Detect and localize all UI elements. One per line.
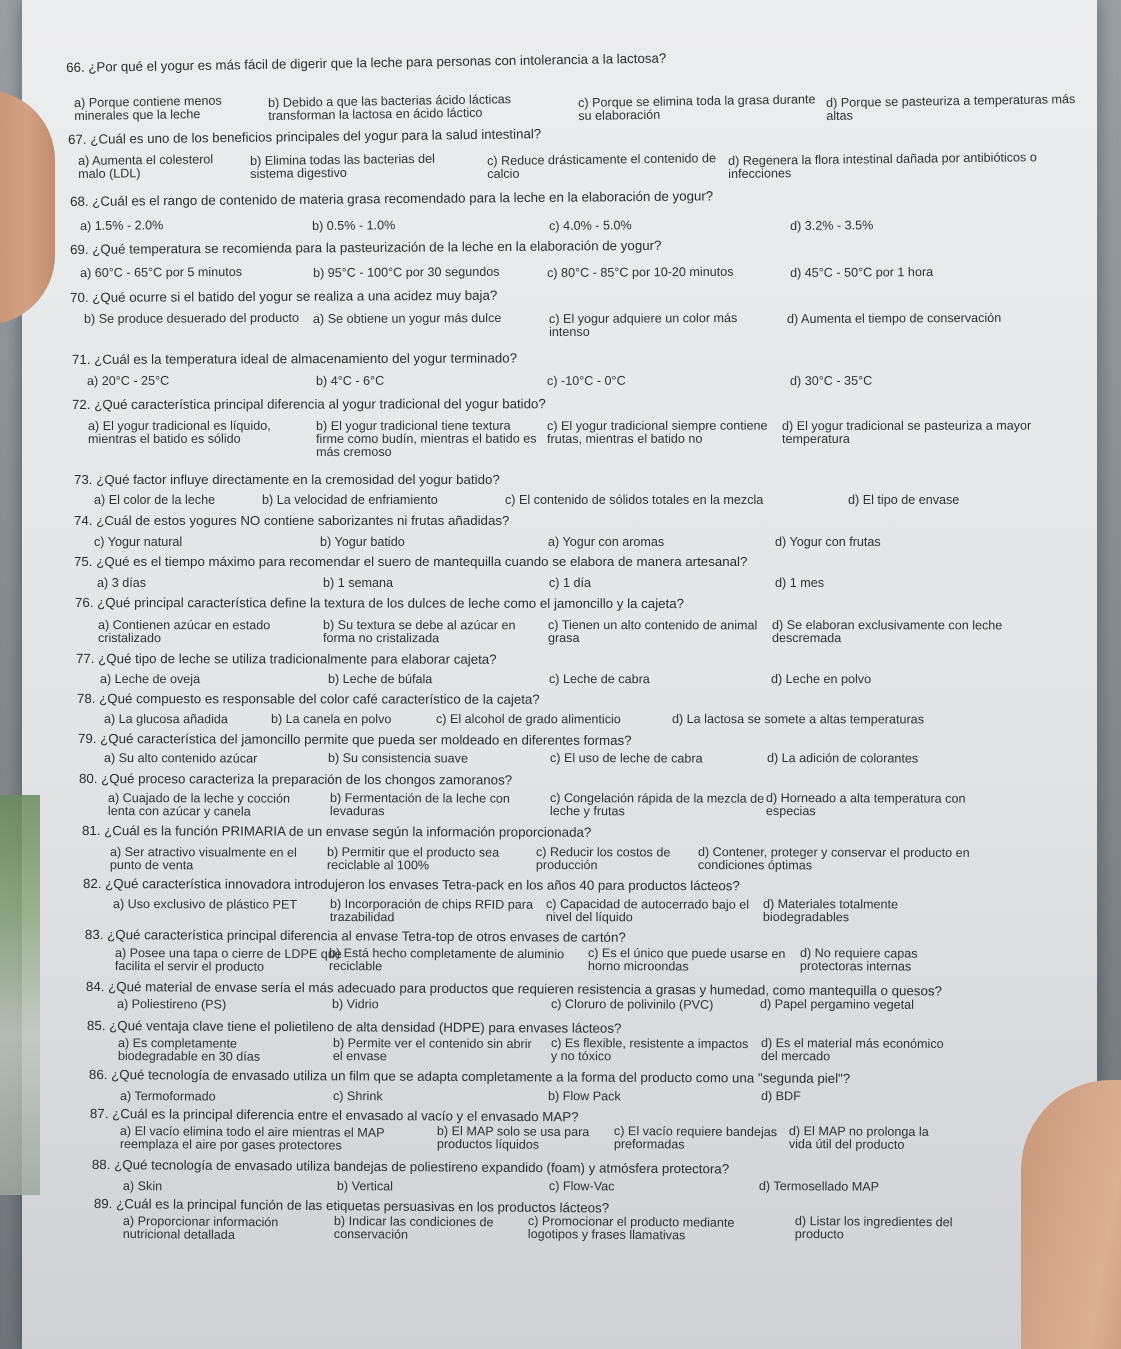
answer-option: a) 1.5% - 2.0%	[79, 218, 164, 233]
question-prompt: ¿Qué factor influye directamente en la cremosidad del yogur batido?	[96, 472, 500, 487]
question-number: 87.	[89, 1106, 109, 1122]
answer-option: c) El vacío requiere bandejas preformadas	[613, 1124, 778, 1152]
answer-option: b) Su textura se debe al azúcar en forma no cristalizada	[322, 618, 516, 646]
question-number: 72.	[72, 396, 91, 412]
answer-option: a) Cuajado de la leche y cocción lenta con azúcar y canela	[107, 791, 291, 819]
answer-option: d) La adición de colorantes	[766, 751, 919, 766]
answer-option: d) Contener, proteger y conservar el producto en condiciones óptimas	[697, 845, 970, 873]
answer-option: c) Yogur natural	[94, 535, 183, 549]
answer-option: c) Reduce drásticamente el contenido de calcio	[486, 151, 717, 181]
answer-option: a) 60°C - 65°C por 5 minutos	[79, 264, 243, 280]
answer-option: a) 20°C - 25°C	[86, 373, 170, 388]
answer-option: a) Uso exclusivo de plástico PET	[112, 897, 298, 912]
question-prompt: ¿Cuál de estos yogures NO contiene saborizantes ni frutas añadidas?	[96, 513, 510, 528]
answer-option: d) La lactosa se somete a altas temperaturas	[671, 712, 925, 727]
question-text	[72, 396, 546, 412]
question-number: 74.	[74, 513, 93, 528]
answer-option: b) 1 semana	[323, 576, 394, 590]
question-number: 78.	[76, 691, 96, 707]
question-text	[70, 288, 497, 305]
answer-option: d) Papel pergamino vegetal	[759, 997, 915, 1012]
answer-option: c) Capacidad de autocerrado bajo el nivel del líquido	[545, 897, 750, 925]
question-text	[87, 1018, 622, 1036]
answer-option: c) El yogur adquiere un color más intenso	[548, 311, 738, 339]
question-text	[82, 823, 591, 840]
answer-option: c) 1 día	[549, 576, 591, 590]
question-number: 67.	[68, 131, 87, 147]
answer-option: b) Fermentación de la leche con levaduras	[329, 791, 510, 819]
question-number: 83.	[84, 927, 104, 943]
question-number: 79.	[77, 731, 97, 747]
question-text	[85, 927, 626, 945]
answer-option: b) El MAP solo se usa para productos líquidos	[436, 1124, 590, 1152]
answer-option: c) 80°C - 85°C por 10-20 minutos	[546, 264, 734, 280]
question-prompt: ¿Qué material de envase sería el más adecuado para productos que requieren resistencia a grasas y humedad, como mantequilla o quesos?	[108, 979, 942, 999]
answer-option: a) Aumenta el colesterol malo (LDL)	[77, 152, 214, 181]
question-text	[75, 595, 684, 611]
answer-option: d) No requiere capas protectoras internas	[799, 946, 918, 974]
answer-option: b) Debido a que las bacterias ácido lácticas transforman la lactosa en ácido láctico	[267, 92, 512, 123]
answer-option: b) Vidrio	[331, 997, 379, 1012]
answer-option: a) Yogur con aromas	[548, 535, 665, 549]
question-prompt: ¿Qué característica innovadora introdujeron los envases Tetra-pack en los años 40 para productos lácteos?	[105, 876, 740, 894]
question-number: 85.	[86, 1018, 106, 1034]
answer-option: a) Termoformado	[119, 1089, 216, 1104]
answer-option: b) Está hecho completamente de aluminio reciclable	[328, 946, 565, 974]
answer-option: c) Flow-Vac	[548, 1179, 615, 1194]
question-prompt: ¿Qué tipo de leche se utiliza tradicionalmente para elaborar cajeta?	[98, 651, 497, 667]
answer-option: d) El MAP no prolonga la vida útil del producto	[788, 1124, 929, 1152]
answer-option: b) Permitir que el producto sea reciclable al 100%	[326, 845, 500, 873]
answer-option: c) Shrink	[332, 1089, 383, 1104]
answer-option: a) Posee una tapa o cierre de LDPE que facilita el servir el producto	[114, 946, 342, 974]
answer-option: b) Indicar las condiciones de conservación	[333, 1214, 494, 1242]
answer-option: c) 4.0% - 5.0%	[548, 218, 632, 233]
question-prompt: ¿Cuál es la principal función de las etiquetas persuasivas en los productos lácteos?	[116, 1196, 610, 1216]
question-prompt: ¿Cuál es la principal diferencia entre el envasado al vacío y el envasado MAP?	[112, 1106, 579, 1125]
question-text	[72, 350, 517, 367]
answer-option: a) Skin	[122, 1179, 163, 1194]
answer-option: b) El yogur tradicional tiene textura firme como budín, mientras el batido es más cremoso	[315, 418, 537, 459]
question-number: 71.	[72, 351, 91, 367]
answer-option: a) 3 días	[97, 576, 147, 590]
question-number: 66.	[66, 59, 85, 75]
question-number: 86.	[88, 1067, 108, 1083]
answer-option: d) 45°C - 50°C por 1 hora	[789, 265, 934, 280]
answer-option: b) La velocidad de enfriamiento	[262, 493, 438, 507]
answer-option: c) Es flexible, resistente a impactos y no tóxico	[550, 1036, 749, 1064]
answer-option: c) Leche de cabra	[548, 672, 650, 687]
answer-option: a) Su alto contenido azúcar	[103, 751, 258, 766]
answer-option: b) Leche de búfala	[327, 672, 433, 687]
answer-option: b) Su consistencia suave	[327, 751, 469, 766]
answer-option: a) Leche de oveja	[99, 672, 201, 687]
answer-option: c) Congelación rápida de la mezcla de leche y frutas	[549, 791, 765, 819]
answer-option: b) 4°C - 6°C	[315, 373, 385, 388]
answer-option: d) Aumenta el tiempo de conservación	[786, 310, 1002, 326]
question-text	[76, 651, 497, 667]
answer-option: c) Tienen un alto contenido de animal grasa	[547, 618, 758, 646]
answer-option: b) Yogur batido	[320, 535, 405, 549]
question-text	[74, 554, 747, 569]
question-prompt: ¿Cuál es la temperatura ideal de almacenamiento del yogur terminado?	[94, 350, 518, 367]
question-prompt: ¿Qué principal característica define la textura de los dulces de leche como el jamoncillo y la cajeta?	[97, 595, 685, 612]
question-number: 84.	[85, 979, 105, 995]
answer-option: b) Flow Pack	[547, 1089, 621, 1104]
question-number: 80.	[78, 771, 98, 787]
answer-option: d) 1 mes	[775, 576, 824, 590]
answer-option: c) El uso de leche de cabra	[549, 751, 703, 766]
question-text	[74, 472, 500, 487]
answer-option: d) Yogur con frutas	[775, 535, 881, 549]
answer-option: c) Promocionar el producto mediante logotipos y frases llamativas	[527, 1214, 735, 1243]
question-text	[78, 731, 632, 748]
answer-option: d) Regenera la flora intestinal dañada por antibióticos o infecciones	[727, 150, 1037, 181]
answer-option: a) Proporcionar información nutricional detallada	[122, 1214, 279, 1242]
question-prompt: ¿Cuál es la función PRIMARIA de un envase según la información proporcionada?	[104, 823, 592, 840]
answer-option: d) Leche en polvo	[770, 672, 872, 687]
answer-option: b) Vertical	[336, 1179, 394, 1194]
answer-option: d) 30°C - 35°C	[789, 373, 873, 388]
answer-option: c) El yogur tradicional siempre contiene frutas, mientras el batido no	[546, 418, 768, 446]
question-number: 76.	[74, 595, 94, 611]
question-prompt: ¿Qué característica del jamoncillo permite que pueda ser moldeado en diferentes formas?	[100, 731, 632, 748]
answer-option: c) -10°C - 0°C	[546, 373, 626, 388]
question-prompt: ¿Por qué el yogur es más fácil de digerir que la leche para personas con intolerancia a la lactosa?	[88, 50, 667, 75]
question-number: 82.	[82, 876, 102, 892]
answer-option: a) La glucosa añadida	[103, 712, 228, 727]
answer-option: a) Se obtiene un yogur más dulce	[312, 311, 502, 326]
question-prompt: ¿Qué característica principal diferencia al envase Tetra-top de otros envases de cartón?	[107, 927, 626, 945]
answer-option: d) El yogur tradicional se pasteuriza a mayor temperatura	[781, 418, 1032, 446]
question-prompt: ¿Qué es el tiempo máximo para recomendar el suero de mantequilla cuando se elabora de manera artesanal?	[96, 554, 748, 569]
question-prompt: ¿Cuál es uno de los beneficios principales del yogur para la salud intestinal?	[90, 126, 542, 147]
answer-option: c) El alcohol de grado alimenticio	[435, 712, 621, 727]
answer-option: d) Listar los ingredientes del producto	[794, 1214, 953, 1242]
answer-option: d) Horneado a alta temperatura con especias	[765, 791, 966, 819]
answer-option: c) El contenido de sólidos totales en la mezcla	[505, 493, 764, 507]
question-prompt: ¿Qué tecnología de envasado utiliza un film que se adapta completamente a la forma del producto como una "segunda piel"?	[111, 1067, 851, 1086]
answer-option: d) 3.2% - 3.5%	[789, 218, 874, 233]
answer-option: c) Porque se elimina toda la grasa durante su elaboración	[577, 92, 816, 123]
question-text	[77, 691, 540, 707]
answer-option: d) Termosellado MAP	[758, 1179, 880, 1194]
question-number: 70.	[70, 289, 89, 305]
answer-option: b) Incorporación de chips RFID para trazabilidad	[329, 897, 534, 925]
answer-option: d) BDF	[760, 1089, 801, 1104]
answer-option: b) 0.5% - 1.0%	[311, 218, 396, 233]
answer-option: d) Materiales totalmente biodegradables	[762, 897, 899, 925]
answer-option: c) Cloruro de polivinilo (PVC)	[550, 997, 714, 1012]
right-thumb	[1021, 1080, 1121, 1349]
answer-option: b) Permite ver el contenido sin abrir el envase	[332, 1036, 532, 1064]
question-prompt: ¿Qué compuesto es responsable del color café característico de la cajeta?	[99, 691, 540, 707]
question-text	[83, 876, 740, 893]
answer-option: b) Se produce desuerado del producto	[83, 310, 300, 326]
answer-option: c) Reducir los costos de producción	[535, 845, 671, 873]
answer-option: d) El tipo de envase	[848, 493, 960, 507]
question-number: 89.	[93, 1196, 113, 1212]
answer-option: a) Porque contiene menos minerales que la leche	[73, 93, 222, 123]
question-number: 77.	[75, 651, 95, 667]
question-number: 81.	[81, 823, 101, 839]
question-number: 68.	[70, 193, 89, 209]
answer-option: d) Es el material más económico del mercado	[760, 1036, 944, 1064]
answer-option: a) El color de la leche	[94, 493, 216, 507]
answer-option: a) Contienen azúcar en estado cristalizado	[97, 618, 271, 646]
question-number: 73.	[74, 472, 93, 487]
answer-option: a) Es completamente biodegradable en 30 días	[117, 1036, 261, 1064]
answer-option: d) Se elaboran exclusivamente con leche descremada	[771, 618, 1003, 646]
answer-option: a) El vacío elimina todo el aire mientras el MAP reemplaza el aire por gases protectores	[119, 1124, 385, 1153]
question-prompt: ¿Qué tecnología de envasado utiliza bandejas de poliestireno expandido (foam) y atmósfera protectora?	[114, 1157, 730, 1177]
answer-option: b) Elimina todas las bacterias del sistema digestivo	[249, 151, 435, 181]
answer-option: a) Poliestireno (PS)	[116, 997, 227, 1012]
answer-option: c) Es el único que puede usarse en horno microondas	[587, 946, 786, 974]
question-prompt: ¿Qué característica principal diferencia al yogur tradicional del yogur batido?	[94, 396, 546, 412]
background-object	[0, 795, 40, 1195]
question-prompt: ¿Cuál es el rango de contenido de materia grasa recomendado para la leche en la elaboración de yogur?	[92, 188, 714, 209]
question-text	[79, 771, 512, 788]
question-text	[74, 513, 509, 528]
answer-option: b) La canela en polvo	[270, 712, 392, 727]
answer-option: a) El yogur tradicional es líquido, mientras el batido es sólido	[87, 418, 271, 446]
question-prompt: ¿Qué proceso caracteriza la preparación de los chongos zamoranos?	[101, 771, 513, 788]
answer-option: b) 95°C - 100°C por 30 segundos	[312, 264, 500, 280]
question-prompt: ¿Qué ocurre si el batido del yogur se realiza a una acidez muy baja?	[92, 287, 498, 305]
question-prompt: ¿Qué temperatura se recomienda para la pasteurización de la leche en la elaboración de yogur?	[92, 237, 662, 257]
question-number: 69.	[70, 241, 89, 257]
question-prompt: ¿Qué ventaja clave tiene el polietileno de alta densidad (HDPE) para envases lácteos?	[109, 1018, 622, 1036]
answer-option: d) Porque se pasteuriza a temperaturas más altas	[825, 92, 1076, 123]
question-number: 75.	[74, 554, 93, 569]
answer-option: a) Ser atractivo visualmente en el punto de venta	[109, 845, 297, 873]
question-number: 88.	[91, 1157, 111, 1173]
